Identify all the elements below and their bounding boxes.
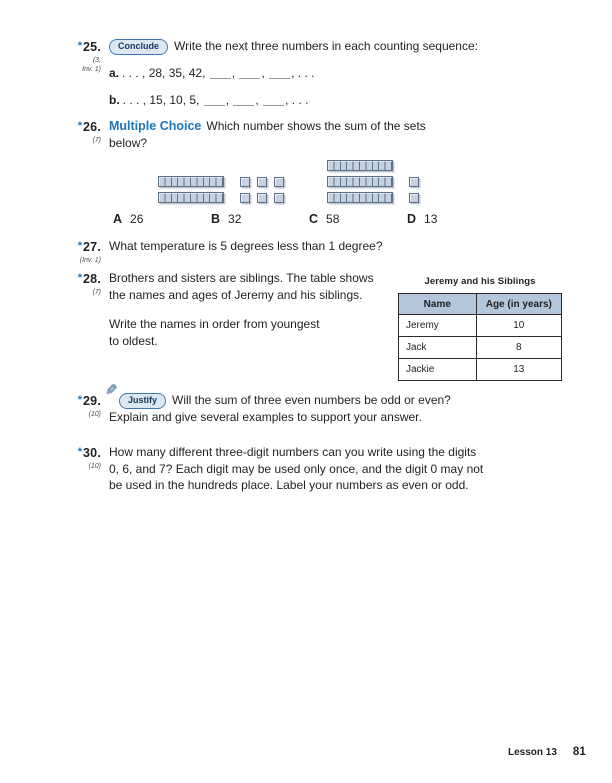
siblings-table-panel (398, 276, 562, 381)
multiple-choice-heading: Multiple Choice (109, 119, 202, 133)
footer-page-number: 81 (572, 746, 586, 758)
ones-unit (409, 193, 419, 203)
problem-26-body (109, 118, 505, 228)
block-row (158, 192, 284, 203)
star-icon: * (77, 272, 83, 284)
problem-28-text: Brothers and sisters are siblings. The table shows (109, 271, 374, 285)
justify-badge-group (105, 382, 172, 409)
column-header-age: Age (in years) (476, 294, 561, 315)
answer-choices (109, 211, 505, 228)
ones-unit (257, 193, 267, 203)
problem-30-text: How many different three-digit numbers can you write using the digits (109, 445, 477, 459)
lesson-reference: (10) (88, 410, 101, 418)
problem-30 (71, 444, 483, 494)
lesson-reference: (10) (88, 462, 101, 470)
sequence-a: a. . . . , 28, 35, 42, , , , . . . (109, 66, 315, 80)
page-footer (508, 746, 586, 758)
answer-blank (210, 66, 231, 79)
footer-lesson-label: Lesson 13 (508, 747, 557, 758)
ones-unit (240, 193, 250, 203)
ones-unit (257, 177, 267, 187)
siblings-table (398, 293, 562, 381)
problem-26-number: *26. (7) (71, 118, 101, 228)
problem-30-text: 0, 6, and 7? Each digit may be used only once, and the digit 0 may not (109, 461, 484, 476)
ones-group (240, 177, 284, 187)
star-icon: * (77, 394, 83, 406)
ones-unit (274, 193, 284, 203)
ones-group (409, 177, 419, 187)
ones-unit (274, 177, 284, 187)
problem-28-text: the names and ages of Jeremy and his siblings. (109, 287, 363, 302)
problem-25 (71, 38, 478, 108)
answer-blank (204, 93, 225, 106)
column-header-name: Name (399, 294, 477, 315)
choice-a: A 26 (113, 212, 144, 226)
problem-30-body (109, 444, 483, 494)
problem-26-prompt: Multiple Choice Which number shows the sum of the sets (109, 119, 426, 133)
star-icon: * (77, 120, 83, 132)
star-icon: * (77, 240, 83, 252)
block-row (158, 176, 284, 187)
base-ten-blocks-figure (158, 160, 505, 203)
tens-rod (158, 192, 224, 203)
sequence-b: b. . . . , 15, 10, 5, , , , . . . (109, 92, 309, 107)
table-row: Jack 8 (399, 337, 562, 359)
problem-27 (71, 238, 383, 265)
block-set-right (327, 160, 419, 203)
tens-rod (327, 160, 393, 171)
answer-blank (263, 93, 284, 106)
tens-rod (158, 176, 224, 187)
problem-29 (71, 382, 451, 426)
problem-26 (71, 118, 505, 228)
ones-group (240, 193, 284, 203)
answer-blank (233, 93, 254, 106)
lesson-reference: (Inv. 1) (79, 256, 101, 264)
block-row (327, 192, 419, 203)
table-title: Jeremy and his Siblings (424, 276, 536, 287)
table-row: Jackie 13 (399, 359, 562, 381)
problem-29-line2: Explain and give several examples to support your answer. (109, 410, 422, 424)
answer-blank (269, 66, 290, 79)
problem-27-number: *27. (Inv. 1) (71, 238, 101, 265)
tens-rod (327, 192, 393, 203)
answer-blank (239, 66, 260, 79)
problem-27-body (109, 238, 383, 265)
choice-d: D 13 (407, 212, 438, 226)
lesson-reference: (7) (92, 136, 101, 144)
table-row: Jeremy 10 (399, 315, 562, 337)
problem-27-prompt: What temperature is 5 degrees less than 1 degree? (109, 239, 383, 253)
problem-28-text: Write the names in order from youngest (109, 317, 320, 331)
ones-unit (240, 177, 250, 187)
lesson-reference: (3, Inv. 1) (82, 56, 101, 73)
star-icon: * (77, 446, 83, 458)
problem-30-text: be used in the hundreds place. Label your numbers as even or odd. (109, 478, 469, 492)
problem-25-prompt: Conclude Write the next three numbers in each counting sequence: (109, 38, 478, 55)
block-row (327, 176, 419, 187)
block-row (327, 160, 419, 171)
star-icon: * (77, 40, 83, 52)
choice-c: C 58 (309, 212, 340, 226)
ones-group (409, 193, 419, 203)
justify-badge: Justify (119, 393, 166, 409)
problem-28-text: to oldest. (109, 333, 158, 348)
conclude-badge: Conclude (109, 39, 168, 55)
lesson-reference: (7) (92, 288, 101, 296)
choice-b: B 32 (211, 212, 242, 226)
problem-25-number: *25. (3, Inv. 1) (71, 38, 101, 108)
tens-rod (327, 176, 393, 187)
problem-28 (71, 270, 374, 349)
problem-28-body (109, 270, 374, 349)
problem-30-number: *30. (10) (71, 444, 101, 494)
block-set-left (158, 176, 284, 203)
table-header-row (399, 294, 562, 315)
problem-29-number: *29. (10) (71, 392, 101, 426)
pencil-icon: ✎ (105, 382, 118, 399)
problem-29-line1: ✎ Justify Will the sum of three even numbers be odd or even? (105, 382, 451, 407)
problem-25-body (109, 38, 478, 108)
problem-29-body (105, 382, 451, 426)
problem-26-prompt-line2: below? (109, 135, 148, 150)
problem-28-number: *28. (7) (71, 270, 101, 349)
ones-unit (409, 177, 419, 187)
